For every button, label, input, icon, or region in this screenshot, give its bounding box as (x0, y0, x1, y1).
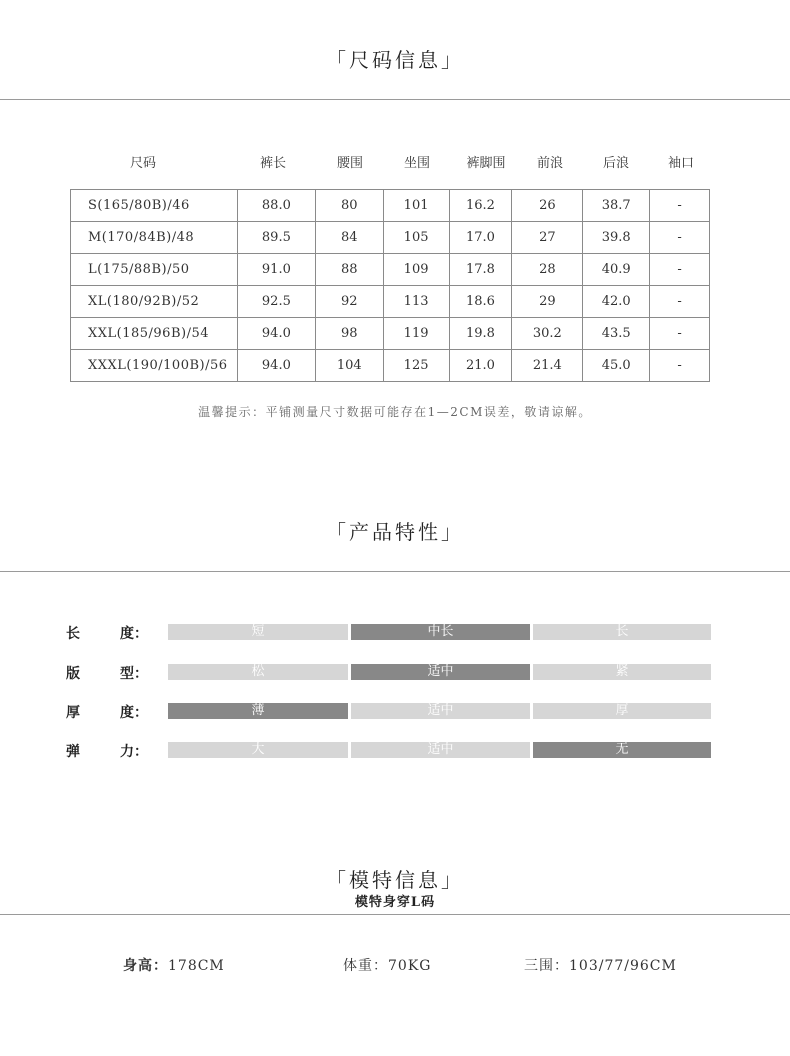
header-hip: 坐围 (403, 156, 430, 171)
table-cell: 105 (383, 222, 449, 254)
table-cell: 21.0 (449, 350, 512, 382)
table-cell: 113 (383, 286, 449, 318)
table-cell: 42.0 (583, 286, 650, 318)
header-waist: 腰围 (336, 156, 363, 171)
header-cuff: 袖口 (667, 156, 694, 171)
feature-option: 长 (533, 624, 711, 640)
feature-option: 适中 (351, 703, 530, 719)
feature-label-char: 力： (120, 744, 148, 760)
table-cell: 89.5 (237, 222, 315, 254)
feature-option: 厚 (533, 703, 711, 719)
model-height-label: 身高： (123, 958, 168, 974)
table-row (71, 318, 710, 350)
table-row (71, 350, 710, 382)
table-cell: 94.0 (237, 318, 315, 350)
table-cell: 91.0 (237, 254, 315, 286)
table-row (71, 254, 710, 286)
model-section-title: 「模特信息」 (326, 868, 464, 892)
table-cell: - (650, 222, 710, 254)
feature-option: 短 (168, 624, 348, 640)
feature-label-char: 型： (120, 666, 148, 682)
size-name-cell: XXXL(190/100B)/56 (71, 350, 238, 382)
table-cell: 88 (315, 254, 383, 286)
feature-option-selected: 中长 (351, 624, 530, 640)
table-cell: 43.5 (583, 318, 650, 350)
table-cell: 109 (383, 254, 449, 286)
table-cell: 16.2 (449, 190, 512, 222)
table-cell: 27 (512, 222, 583, 254)
feature-label-char: 版 (66, 666, 80, 682)
table-cell: 125 (383, 350, 449, 382)
measurement-tip: 温馨提示：平铺测量尺寸数据可能存在1—2CM误差，敬请谅解。 (198, 405, 592, 419)
table-cell: 18.6 (449, 286, 512, 318)
table-cell: 17.0 (449, 222, 512, 254)
table-cell: 92.5 (237, 286, 315, 318)
feature-label-char: 长 (66, 626, 80, 642)
table-cell: 30.2 (512, 318, 583, 350)
header-leg-opening: 裤脚围 (466, 156, 506, 171)
size-name-cell: S(165/80B)/46 (71, 190, 238, 222)
table-cell: 26 (512, 190, 583, 222)
table-cell: - (650, 350, 710, 382)
table-cell: - (650, 318, 710, 350)
table-cell: 104 (315, 350, 383, 382)
size-section-title: 「尺码信息」 (326, 48, 464, 72)
feature-label-char: 度： (120, 626, 148, 642)
header-pants-length: 裤长 (259, 156, 286, 171)
table-row (71, 222, 710, 254)
feature-section-title: 「产品特性」 (326, 520, 464, 544)
table-cell: 40.9 (583, 254, 650, 286)
model-weight-label: 体重： (343, 958, 388, 974)
feature-label-char: 弹 (66, 744, 80, 760)
size-table (70, 189, 710, 382)
table-cell: 101 (383, 190, 449, 222)
divider (0, 914, 790, 915)
table-cell: 28 (512, 254, 583, 286)
model-height-value: 178CM (168, 958, 225, 974)
table-cell: 119 (383, 318, 449, 350)
model-weight (343, 955, 431, 975)
size-name-cell: XL(180/92B)/52 (71, 286, 238, 318)
model-measurements (524, 955, 677, 975)
table-cell: 38.7 (583, 190, 650, 222)
table-cell: 21.4 (512, 350, 583, 382)
table-cell: 98 (315, 318, 383, 350)
header-back-rise: 后浪 (602, 156, 629, 171)
header-front-rise: 前浪 (536, 156, 563, 171)
table-cell: - (650, 190, 710, 222)
feature-option-selected: 薄 (168, 703, 348, 719)
table-cell: - (650, 254, 710, 286)
table-cell: 88.0 (237, 190, 315, 222)
table-cell: 29 (512, 286, 583, 318)
table-cell: 84 (315, 222, 383, 254)
size-name-cell: XXL(185/96B)/54 (71, 318, 238, 350)
header-size: 尺码 (129, 156, 156, 171)
size-name-cell: M(170/84B)/48 (71, 222, 238, 254)
feature-option: 大 (168, 742, 348, 758)
table-cell: 17.8 (449, 254, 512, 286)
feature-label-char: 厚 (66, 705, 80, 721)
table-cell: - (650, 286, 710, 318)
divider (0, 99, 790, 100)
table-row (71, 286, 710, 318)
table-row (71, 190, 710, 222)
feature-option-selected: 适中 (351, 664, 530, 680)
model-measure-label: 三围： (524, 958, 569, 974)
model-subtitle: 模特身穿L码 (354, 895, 436, 910)
table-cell: 80 (315, 190, 383, 222)
feature-option: 适中 (351, 742, 530, 758)
table-cell: 92 (315, 286, 383, 318)
feature-option: 紧 (533, 664, 711, 680)
feature-option: 松 (168, 664, 348, 680)
table-cell: 39.8 (583, 222, 650, 254)
model-height (123, 955, 225, 975)
model-measure-value: 103/77/96CM (569, 958, 677, 974)
feature-option-selected: 无 (533, 742, 711, 758)
feature-label-char: 度： (120, 705, 148, 721)
size-name-cell: L(175/88B)/50 (71, 254, 238, 286)
table-cell: 94.0 (237, 350, 315, 382)
divider (0, 571, 790, 572)
model-weight-value: 70KG (388, 958, 432, 974)
table-cell: 19.8 (449, 318, 512, 350)
table-cell: 45.0 (583, 350, 650, 382)
